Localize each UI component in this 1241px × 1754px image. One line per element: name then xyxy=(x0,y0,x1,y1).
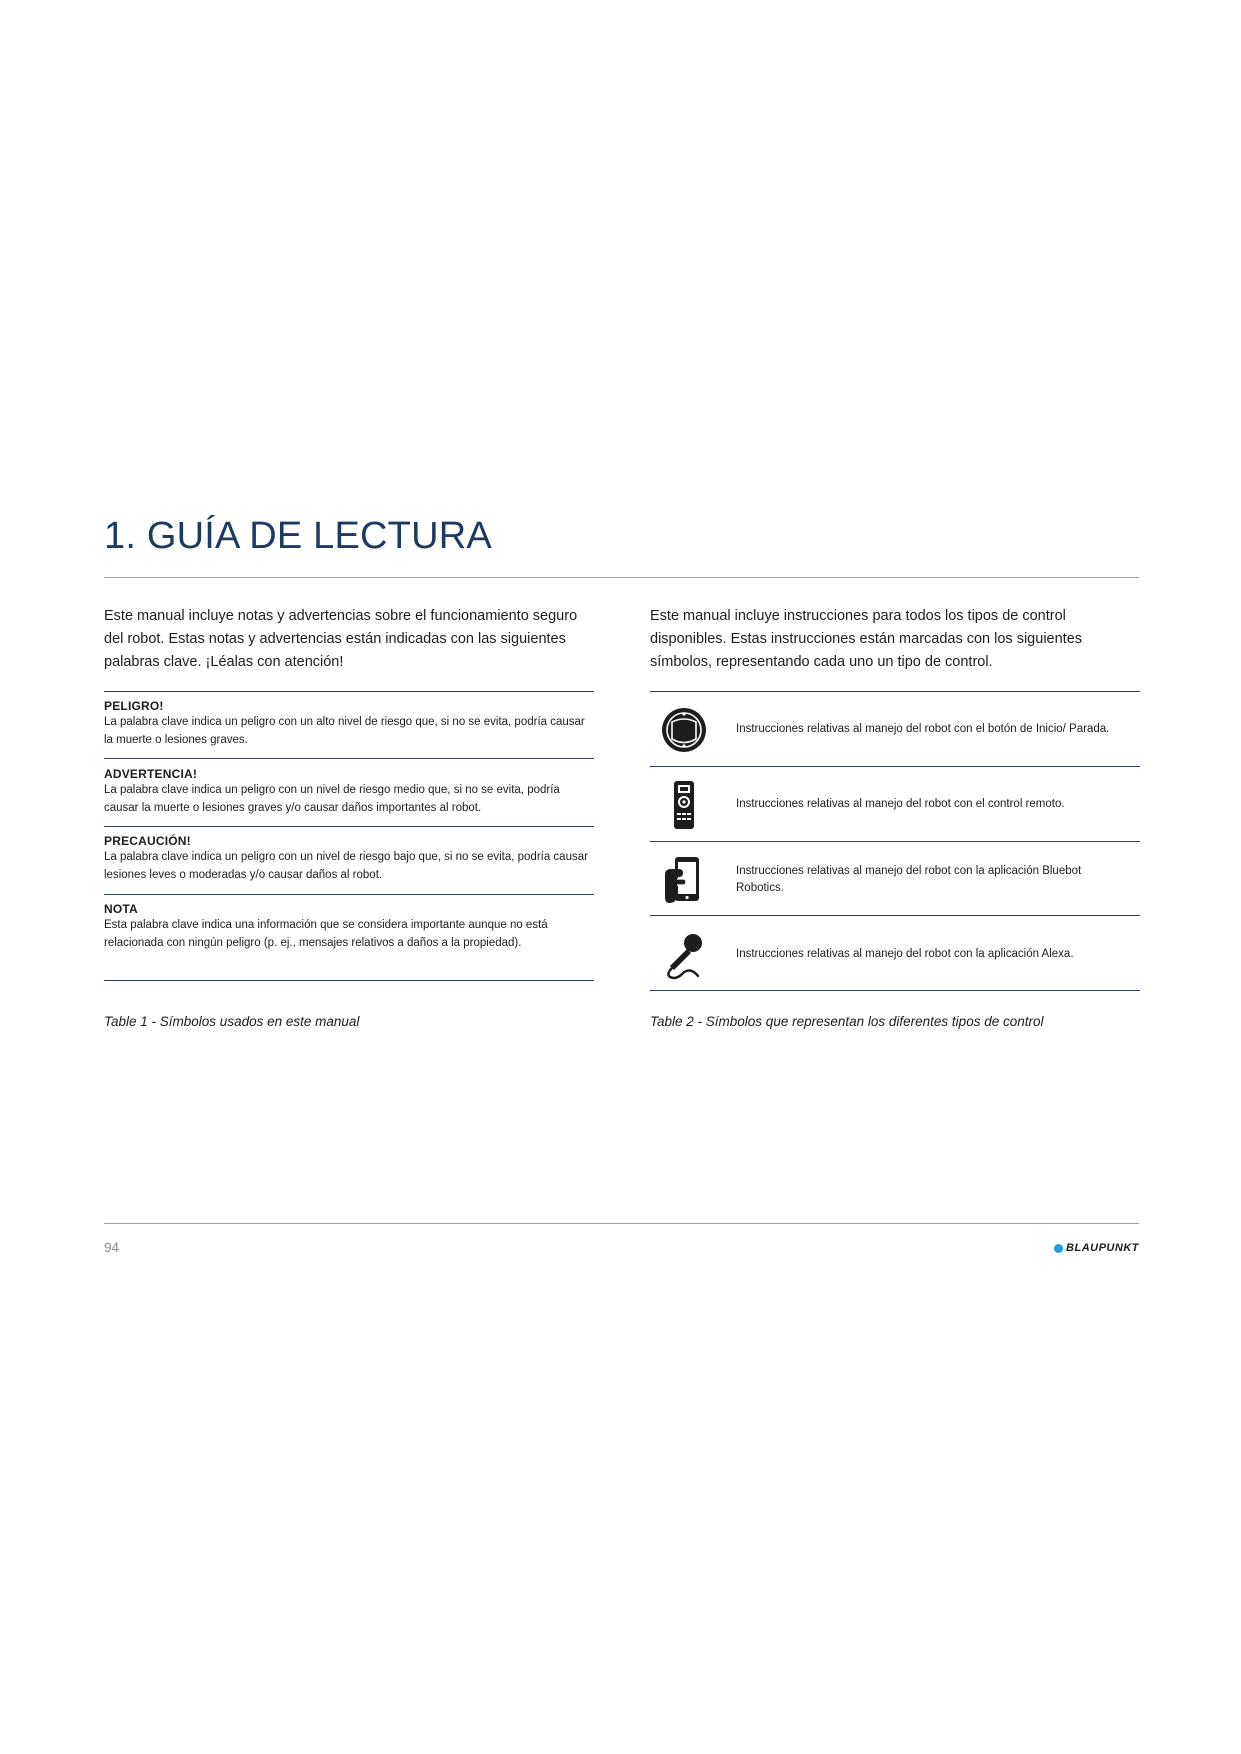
warning-text: Esta palabra clave indica una información que se considera importante aunque no está relacionada con ningún peligro (p. ej., mensajes relativos a daños a la propiedad). xyxy=(104,919,548,949)
control-row-remote xyxy=(650,776,1140,834)
remote-control-icon xyxy=(660,779,708,831)
table1-divider xyxy=(104,980,594,981)
warning-item-precaucion xyxy=(104,833,594,884)
warning-item-peligro xyxy=(104,698,594,749)
title-divider xyxy=(104,577,1139,578)
control-text: Instrucciones relativas al manejo del robot con la aplicación Alexa. xyxy=(736,948,1074,961)
brand-dot-icon xyxy=(1054,1244,1063,1253)
table1-divider xyxy=(104,758,594,759)
warnings-intro: Este manual incluye notas y advertencias sobre el funcionamiento seguro del robot. Estas notas y advertencias están indicadas con las siguientes palabras clave. ¡Léalas con atención! xyxy=(104,608,578,670)
table2-divider xyxy=(650,841,1140,842)
warning-text: La palabra clave indica un peligro con un nivel de riesgo medio que, si no se evita, podría causar la muerte o lesiones graves y/o causar daños importantes al robot. xyxy=(104,784,560,814)
warning-text: La palabra clave indica un peligro con un nivel de riesgo bajo que, si no se evita, podría causar lesiones leves o moderadas y/o causar daños al robot. xyxy=(104,851,588,881)
warning-text: La palabra clave indica un peligro con un alto nivel de riesgo que, si no se evita, podría causar la muerte o lesiones graves. xyxy=(104,716,585,746)
warning-item-advertencia xyxy=(104,766,594,817)
page-title: 1. GUÍA DE LECTURA xyxy=(104,515,492,557)
brand-name: BLAUPUNKT xyxy=(1066,1242,1139,1254)
table2-caption: Table 2 - Símbolos que representan los diferentes tipos de control xyxy=(650,1014,1044,1029)
robot-vacuum-icon xyxy=(660,704,708,756)
table1-divider xyxy=(104,894,594,895)
warning-title: NOTA xyxy=(104,902,138,916)
table1-divider xyxy=(104,691,594,692)
brand-logo xyxy=(1054,1242,1139,1254)
control-row-alexa xyxy=(650,925,1140,985)
table2-divider xyxy=(650,915,1140,916)
table2-divider xyxy=(650,766,1140,767)
warning-title: PELIGRO! xyxy=(104,699,164,713)
warning-title: PRECAUCIÓN! xyxy=(104,834,191,848)
control-text: Instrucciones relativas al manejo del robot con el botón de Inicio/ Parada. xyxy=(736,723,1110,736)
table1-caption: Table 1 - Símbolos usados en este manual xyxy=(104,1014,360,1029)
microphone-icon xyxy=(660,929,708,981)
smartphone-hand-icon xyxy=(660,854,708,906)
control-text: Instrucciones relativas al manejo del robot con la aplicación Bluebot Robotics. xyxy=(736,864,1082,894)
control-row-app xyxy=(650,850,1140,910)
table2-divider xyxy=(650,990,1140,991)
page-number: 94 xyxy=(104,1240,120,1255)
table1-divider xyxy=(104,826,594,827)
warning-title: ADVERTENCIA! xyxy=(104,767,198,781)
control-row-button xyxy=(650,700,1140,760)
control-text: Instrucciones relativas al manejo del robot con el control remoto. xyxy=(736,798,1065,811)
table2-divider xyxy=(650,691,1140,692)
controls-intro: Este manual incluye instrucciones para todos los tipos de control disponibles. Estas instrucciones están marcadas con los siguientes símbolos, representando cada uno un tipo de control. xyxy=(650,608,1083,670)
footer-divider xyxy=(104,1223,1139,1224)
warning-item-nota xyxy=(104,901,594,952)
